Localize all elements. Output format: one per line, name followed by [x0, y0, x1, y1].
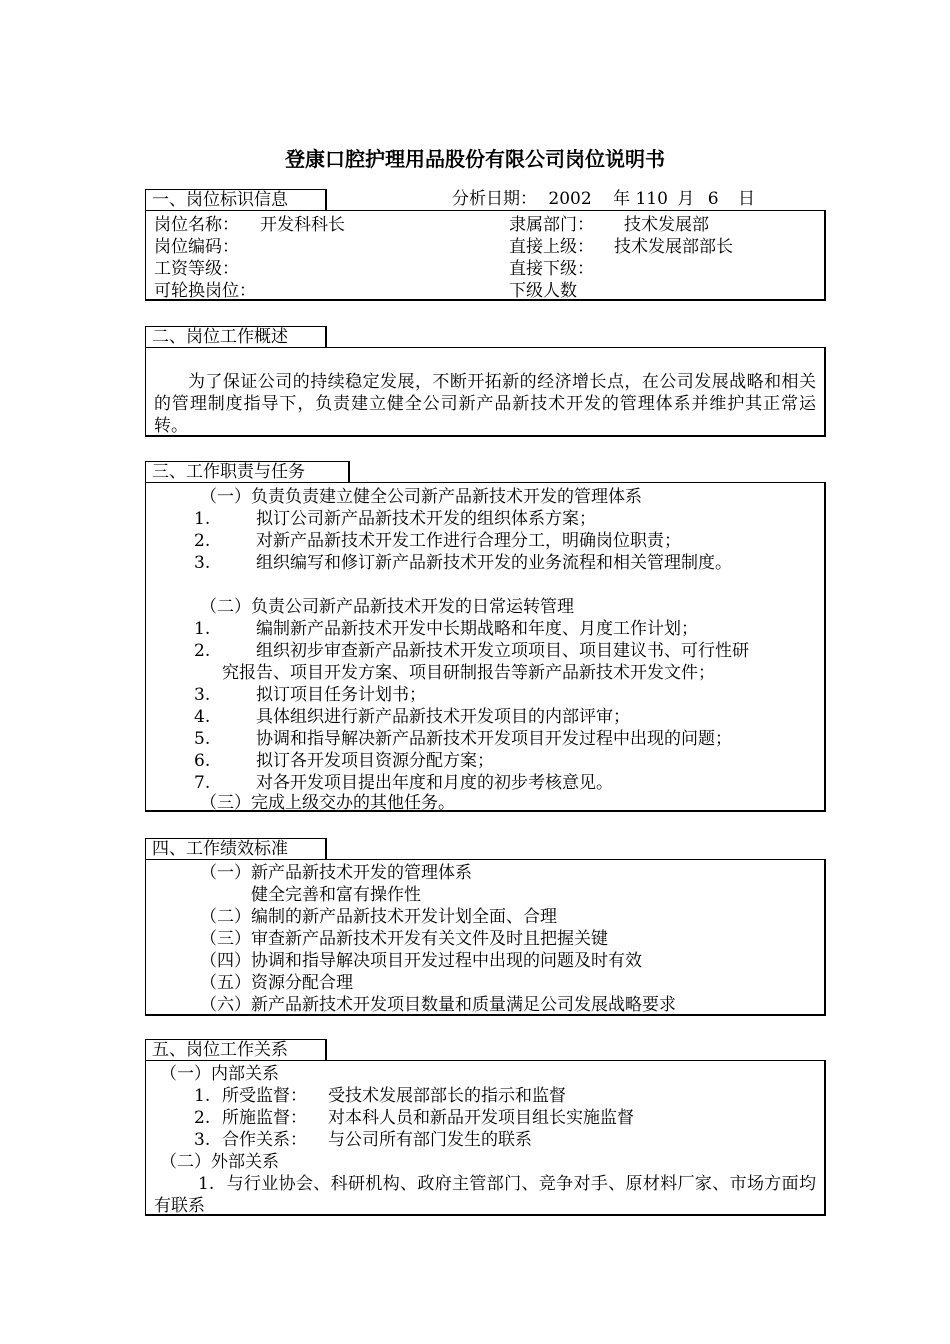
duty-group-3-title: （三）完成上级交办的其他任务。: [200, 793, 455, 813]
subordinate-label: 直接下级：: [509, 259, 594, 279]
rotation-label: 可轮换岗位：: [154, 281, 256, 301]
subordinate-count-label: 下级人数: [509, 281, 577, 301]
duty-1-3-text: 组织编写和修订新产品新技术开发的业务流程和相关管理制度。: [256, 553, 732, 573]
job-summary: 为了保证公司的持续稳定发展，不断开拓新的经济增长点，在公司发展战略和相关的管理制度指导下，负责建立健全公司新产品新技术开发的管理体系并维护其正常运转。: [154, 372, 816, 436]
duty-1-2-num: 2.: [194, 531, 211, 551]
performance-item-5: （五）资源分配合理: [200, 973, 353, 993]
position-name-label: 岗位名称：: [154, 215, 239, 235]
internal-3-text: 与公司所有部门发生的联系: [328, 1130, 532, 1150]
duty-2-6-text: 拟订各开发项目资源分配方案；: [256, 751, 494, 771]
duty-2-7-text: 对各开发项目提出年度和月度的初步考核意见。: [256, 773, 613, 793]
performance-item-2: （二）编制的新产品新技术开发计划全面、合理: [200, 907, 557, 927]
duty-2-5-text: 协调和指导解决新产品新技术开发项目开发过程中出现的问题；: [256, 729, 732, 749]
duty-2-2-num: 2.: [194, 641, 211, 661]
date-year-unit: 年: [613, 189, 631, 209]
internal-1-text: 受技术发展部部长的指示和监督: [328, 1086, 566, 1106]
internal-3-label: 合作关系：: [222, 1130, 307, 1150]
internal-2-num: 2.: [194, 1108, 211, 1128]
section-3-box: [145, 482, 826, 812]
external-text: 与行业协会、科研机构、政府主管部门、竞争对手、原材料厂家、市场方面均有联系: [154, 1174, 816, 1216]
duty-1-2-text: 对新产品新技术开发工作进行合理分工，明确岗位职责；: [256, 531, 681, 551]
date-day-unit: 日: [737, 189, 755, 209]
duty-1-1-text: 拟订公司新产品新技术开发的组织体系方案；: [256, 509, 596, 529]
duty-2-7-num: 7.: [194, 773, 211, 793]
section-3-heading: 三、工作职责与任务: [145, 461, 350, 482]
section-5-box: [145, 1060, 826, 1216]
date-day: 6: [707, 189, 719, 209]
duty-1-1-num: 1.: [194, 509, 211, 529]
internal-2-label: 所施监督：: [222, 1108, 307, 1128]
performance-item-4: （四）协调和指导解决项目开发过程中出现的问题及时有效: [200, 951, 642, 971]
section-2-box: [145, 347, 826, 437]
duty-2-2-text-cont: 究报告、项目开发方案、项目研制报告等新产品新技术开发文件；: [222, 663, 715, 683]
section-4-heading: 四、工作绩效标准: [145, 838, 327, 859]
duty-2-5-num: 5.: [194, 729, 211, 749]
internal-relations-title: （一）内部关系: [160, 1064, 279, 1084]
duty-2-3-num: 3.: [194, 685, 211, 705]
performance-item-1: （一）新产品新技术开发的管理体系: [200, 863, 472, 883]
position-name-value: 开发科科长: [260, 215, 345, 235]
department-value: 技术发展部: [624, 215, 709, 235]
superior-label: 直接上级：: [509, 237, 594, 257]
department-label: 隶属部门：: [509, 215, 594, 235]
internal-1-num: 1.: [194, 1086, 211, 1106]
performance-item-6: （六）新产品新技术开发项目数量和质量满足公司发展战略要求: [200, 995, 676, 1015]
duty-2-6-num: 6.: [194, 751, 211, 771]
duty-1-3-num: 3.: [194, 553, 211, 573]
performance-item-3: （三）审查新产品新技术开发有关文件及时且把握关键: [200, 929, 608, 949]
date-year: 2002: [548, 189, 592, 209]
internal-2-text: 对本科人员和新品开发项目组长实施监督: [328, 1108, 634, 1128]
duty-group-2-title: （二）负责公司新产品新技术开发的日常运转管理: [200, 597, 574, 617]
duty-2-4-num: 4.: [194, 707, 211, 727]
document-title: 登康口腔护理用品股份有限公司岗位说明书: [285, 147, 665, 171]
external-num: 1.: [198, 1174, 215, 1194]
internal-3-num: 3.: [194, 1130, 211, 1150]
salary-grade-label: 工资等级：: [154, 259, 239, 279]
date-label: 分析日期：: [452, 189, 537, 209]
section-4-box: [145, 859, 826, 1016]
duty-2-4-text: 具体组织进行新产品新技术开发项目的内部评审；: [256, 707, 630, 727]
section-5-heading: 五、岗位工作关系: [145, 1039, 327, 1060]
date-month-unit: 月: [677, 189, 695, 209]
analysis-date: [452, 188, 755, 210]
duty-2-1-text: 编制新产品新技术开发中长期战略和年度、月度工作计划；: [256, 619, 698, 639]
date-month: 110: [635, 189, 668, 209]
position-code-label: 岗位编码：: [154, 237, 239, 257]
duty-2-3-text: 拟订项目任务计划书；: [256, 685, 426, 705]
external-relations-text: [154, 1173, 816, 1217]
internal-1-label: 所受监督：: [222, 1086, 307, 1106]
superior-value: 技术发展部部长: [614, 237, 733, 257]
external-relations-title: （二）外部关系: [160, 1152, 279, 1172]
section-2-heading: 二、岗位工作概述: [145, 326, 327, 347]
performance-item-1-detail: 健全完善和富有操作性: [251, 885, 421, 905]
duty-2-2-text: 组织初步审查新产品新技术开发立项项目、项目建议书、可行性研: [256, 641, 749, 661]
duty-group-1-title: （一）负责负责建立健全公司新产品新技术开发的管理体系: [200, 487, 642, 507]
duty-2-1-num: 1.: [194, 619, 211, 639]
section-1-heading: 一、岗位标识信息: [145, 189, 327, 210]
section-1-box: [145, 210, 826, 301]
